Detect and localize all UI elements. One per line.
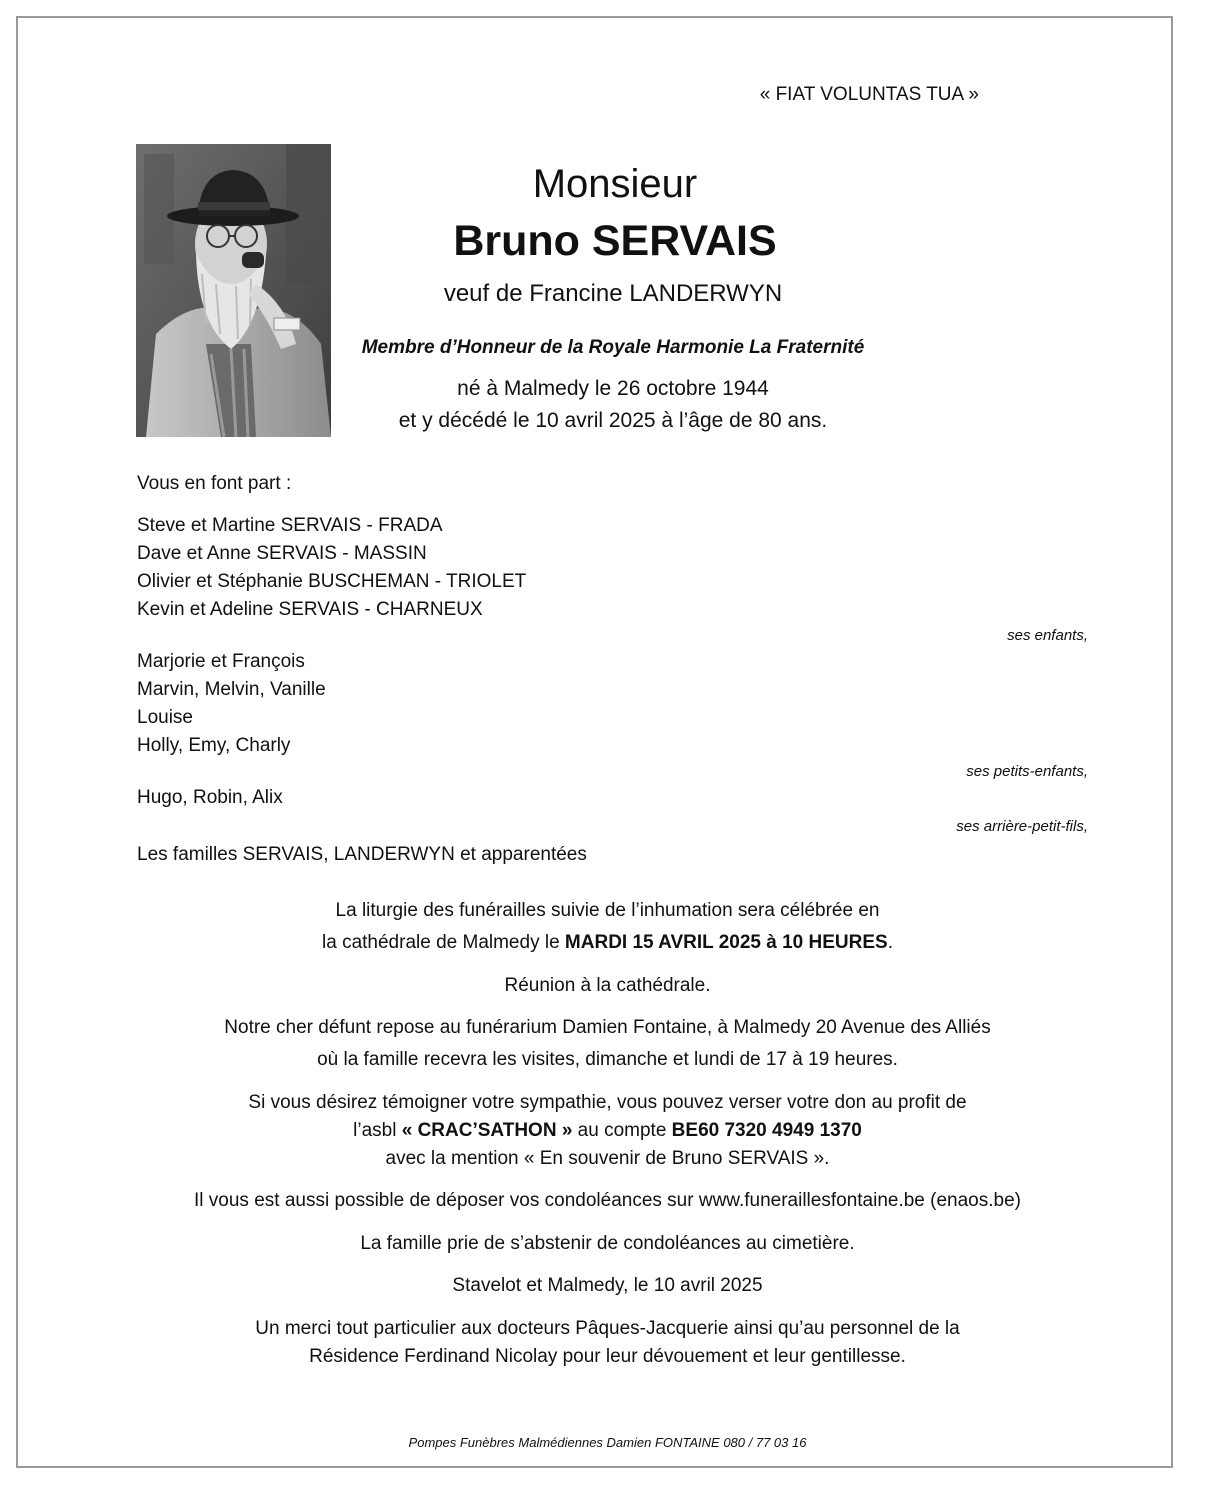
donation-prefix: l’asbl [353,1120,402,1141]
donation-line-3: avec la mention « En souvenir de Bruno SERVAIS ». [385,1148,830,1169]
child-entry: Steve et Martine SERVAIS - FRADA [137,515,443,536]
death-line: et y décédé le 10 avril 2025 à l’âge de 80 ans. [398,409,828,432]
thanks-line-2: Résidence Ferdinand Nicolay pour leur dévouement et leur gentillesse. [309,1346,906,1367]
donation-mid: au compte [572,1120,672,1141]
liturgy-line-1: La liturgie des funérailles suivie de l’inhumation sera célébrée en [335,900,880,921]
liturgy-line-2 [0,932,1215,954]
abstain-line: La famille prie de s’abstenir de condoléances au cimetière. [360,1233,855,1254]
children-label: ses enfants, [1007,627,1088,644]
liturgy-text: la cathédrale de Malmedy le [322,932,565,953]
grandchild-entry: Holly, Emy, Charly [137,735,291,756]
grandchild-entry: Marjorie et François [137,651,305,672]
donation-line-1: Si vous désirez témoigner votre sympathie, vous pouvez verser votre don au profit de [248,1092,967,1113]
thanks-line-1: Un merci tout particulier aux docteurs Pâques-Jacquerie ainsi qu’au personnel de la [255,1318,960,1339]
donation-org: « CRAC’SATHON » [401,1120,573,1141]
great-grandchildren-entry: Hugo, Robin, Alix [137,787,283,808]
honor-title: Membre d’Honneur de la Royale Harmonie La Fraternité [361,337,865,358]
child-entry: Dave et Anne SERVAIS - MASSIN [137,543,427,564]
grandchild-entry: Louise [137,707,193,728]
birth-line: né à Malmedy le 26 octobre 1944 [457,377,769,400]
donation-account: BE60 7320 4949 1370 [671,1120,862,1141]
funerarium-line-2: où la famille recevra les visites, dimanche et lundi de 17 à 19 heures. [317,1049,898,1070]
motto: « FIAT VOLUNTAS TUA » [759,84,979,105]
deceased-name: Bruno SERVAIS [453,217,777,265]
ceremony-datetime: MARDI 15 AVRIL 2025 à 10 HEURES [564,932,888,953]
grandchildren-label: ses petits-enfants, [966,763,1088,780]
great-grandchildren-label: ses arrière-petit-fils, [956,818,1088,835]
funeral-home-footer: Pompes Funèbres Malmédiennes Damien FONTAINE 080 / 77 03 16 [408,1435,807,1450]
child-entry: Kevin et Adeline SERVAIS - CHARNEUX [137,599,483,620]
families-line: Les familles SERVAIS, LANDERWYN et apparentées [137,844,587,865]
widow-of: veuf de Francine LANDERWYN [443,280,783,307]
meeting-line: Réunion à la cathédrale. [504,975,711,996]
liturgy-end: . [887,932,893,953]
honorific-title: Monsieur [532,162,698,206]
grandchild-entry: Marvin, Melvin, Vanille [137,679,326,700]
funerarium-line-1: Notre cher défunt repose au funérarium Damien Fontaine, à Malmedy 20 Avenue des Alliés [224,1017,991,1038]
announcement: Vous en font part : [137,473,292,494]
donation-line-2 [0,1120,1215,1142]
place-date: Stavelot et Malmedy, le 10 avril 2025 [452,1275,763,1296]
child-entry: Olivier et Stéphanie BUSCHEMAN - TRIOLET [137,571,527,592]
condolences-line: Il vous est aussi possible de déposer vos condoléances sur www.funeraillesfontaine.be (enaos.be) [194,1190,1021,1211]
